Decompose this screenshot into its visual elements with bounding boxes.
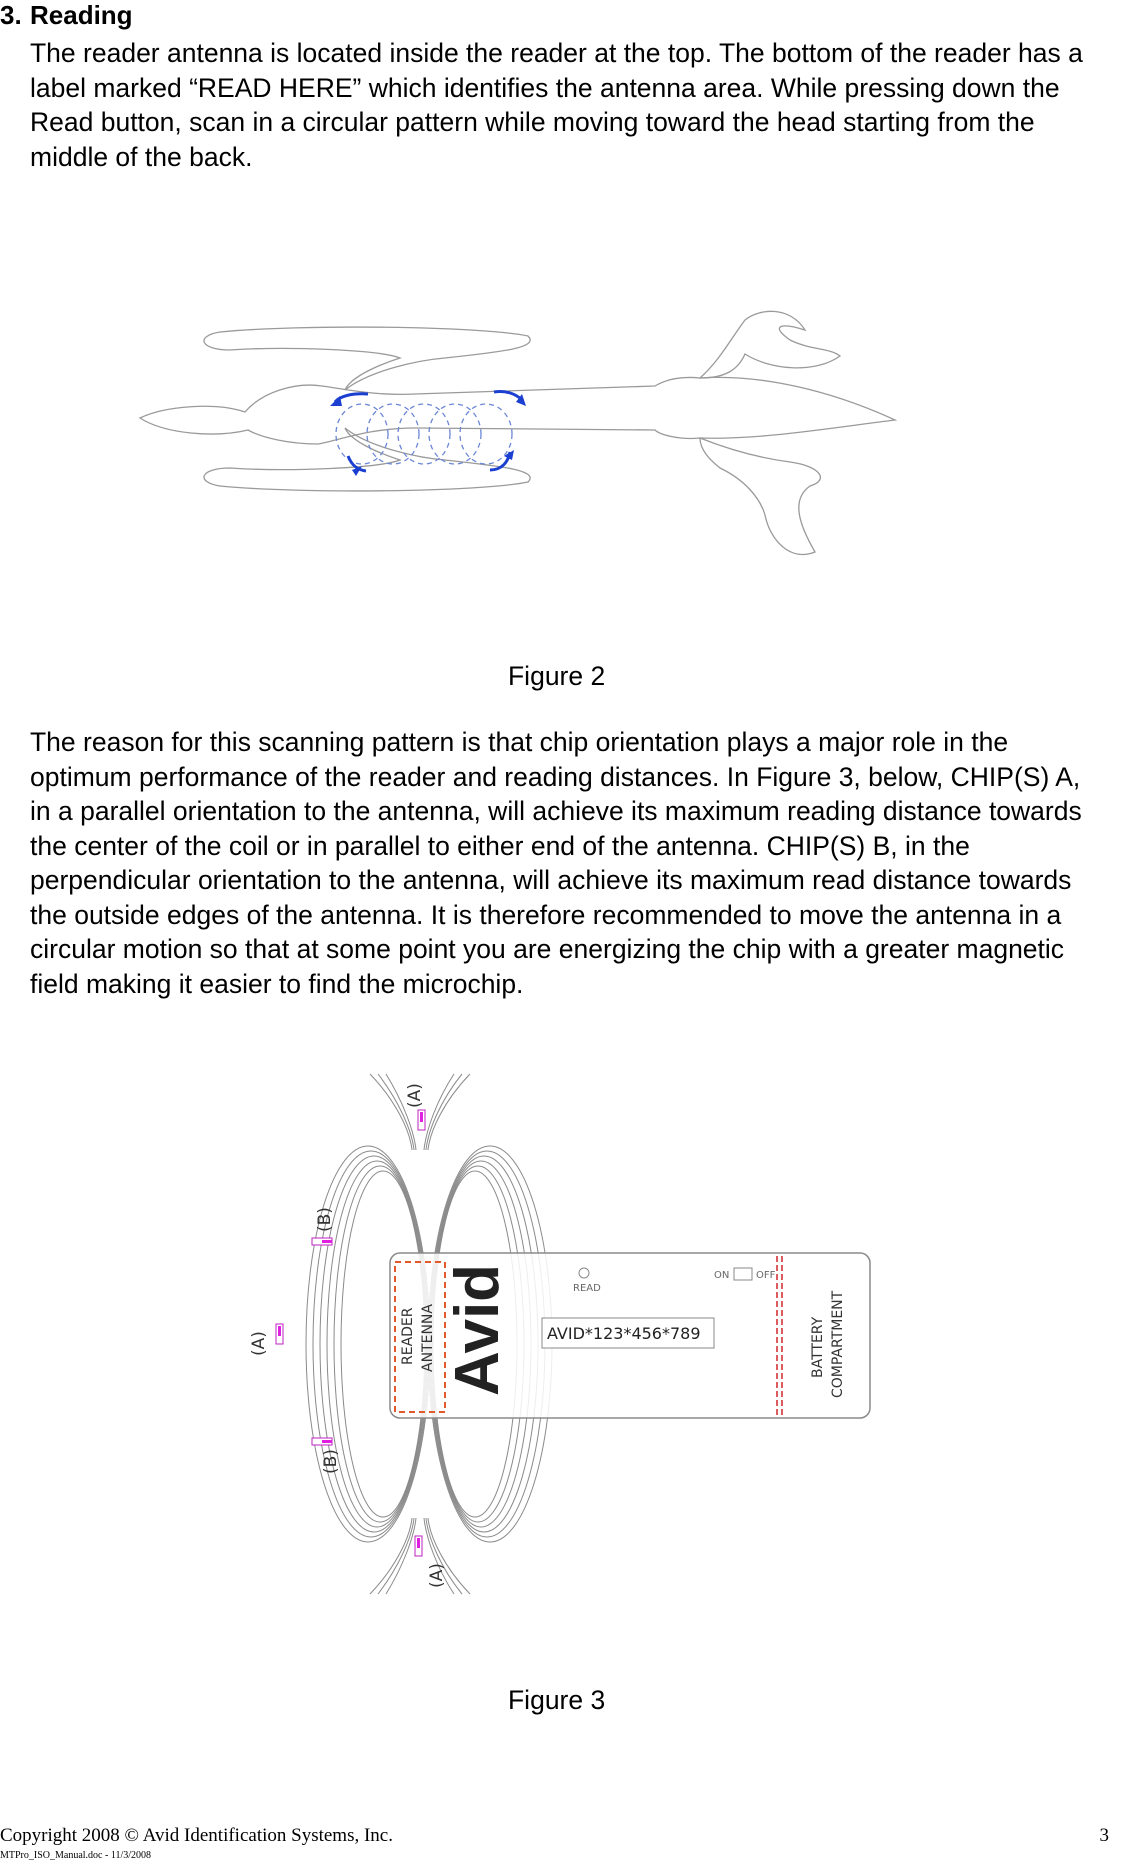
figure-3-reader-diagram [0,1060,1122,1610]
animal-body [140,377,895,444]
battery-label-line2: COMPARTMENT [830,1290,846,1398]
chip-label-b-lower: (B) [321,1449,341,1474]
chip-label-a-left: (A) [249,1331,269,1356]
paragraph-chip-orientation: The reason for this scanning pattern is that chip orientation plays a major role in the optimum performance of the reader and reading distances. In Figure 3, below, CHIP(S) A, in a parallel orientation to the antenna, will achieve its maximum reading distance towards the center of the coil or in parallel to either end of the antenna. CHIP(S) B, in the perpendicular orientation to the antenna, will achieve its maximum read distance towards the outside edges of the antenna. It is therefore recommended to move the antenna in a circular motion so that at some point you are energizing the chip with a greater magnetic field making it easier to find the microchip. [30,727,1082,999]
chip-label-a-bottom: (A) [427,1563,447,1588]
antenna-label-line2: ANTENNA [420,1304,436,1372]
front-leg-upper [204,327,530,390]
chip-label-b-upper: (B) [315,1207,335,1232]
scan-loop-2 [367,404,419,464]
footer-doc-info: MTPro_ISO_Manual.doc - 11/3/2008 [0,1850,152,1861]
chip-label-a-top: (A) [405,1083,425,1108]
antenna-label-line1: READER [400,1307,416,1365]
arrowhead-4 [504,450,514,460]
scan-loop-3 [398,404,450,464]
animal-outline [140,311,895,554]
scan-loop-4 [429,404,481,464]
avid-logo: Avid [443,1263,512,1396]
figure-3-caption: Figure 3 [508,1685,606,1715]
battery-label-line1: BATTERY [810,1316,826,1378]
footer-copyright: Copyright 2008 © Avid Identification Systems, Inc. [0,1825,393,1846]
figure-2-caption: Figure 2 [508,661,606,691]
off-label: OFF [756,1270,776,1281]
hind-leg-lower [700,438,820,554]
section-number: 3. [0,0,22,30]
arrow-top-right [494,391,522,400]
footer-page-number: 3 [1099,1825,1109,1846]
read-label: READ [573,1283,601,1294]
hind-leg-upper [700,311,840,378]
scan-loop-5 [460,404,512,464]
on-label: ON [714,1270,730,1281]
section-title: Reading [30,0,133,30]
figure-2-scanning-diagram [0,290,1122,590]
arrowhead-1 [330,396,342,406]
paragraph-reading-instructions: The reader antenna is located inside the reader at the top. The bottom of the reader has a label marked “READ HERE” which identifies the antenna area. While pressing down the Read button, scan in a circular pattern while moving toward the head starting from the middle of the back. [30,38,1083,172]
section-heading [0,0,133,31]
id-number: AVID*123*456*789 [547,1324,701,1343]
